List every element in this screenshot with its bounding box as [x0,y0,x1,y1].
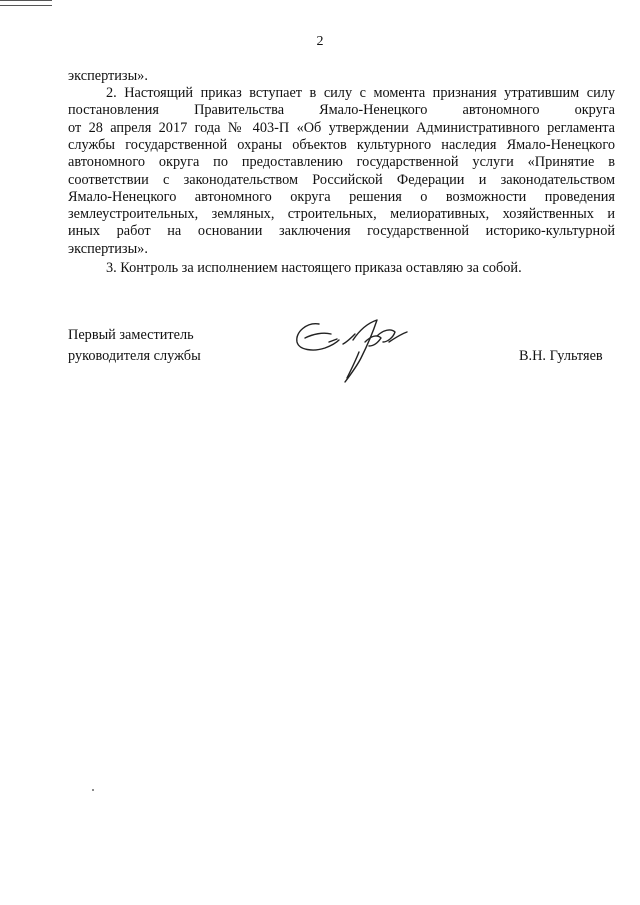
text-line: экспертизы». [68,241,148,257]
text-line: постановления Правительства Ямало-Ненецкого автономного округа [68,102,615,118]
text-line: автономного округа по предоставлению государственной услуги «Принятие в [68,154,615,170]
text-line: землеустроительных, земляных, строительных, мелиоративных, хозяйственных и [68,206,615,222]
text-line: 3. Контроль за исполнением настоящего приказа оставляю за собой. [106,260,522,276]
signatory-name: В.Н. Гультяев [519,348,603,364]
text-line: Ямало-Ненецкого автономного округа решения о возможности проведения [68,189,615,205]
scan-corner-mark [0,0,52,6]
scan-speck [92,789,94,791]
position-line: Первый заместитель [68,327,194,343]
text-line: соответствии с законодательством Российской Федерации и законодательством [68,172,615,188]
text-line: иных работ на основании заключения государственной историко-культурной [68,223,615,239]
position-line: руководителя службы [68,348,201,364]
text-line: 2. Настоящий приказ вступает в силу с момента признания утратившим силу [106,85,615,101]
text-line: от 28 апреля 2017 года № 403-П «Об утверждении Административного регламента [68,120,615,136]
signatory-position [68,325,201,367]
text-line: экспертизы». [68,68,148,84]
text-line: службы государственной охраны объектов культурного наследия Ямало-Ненецкого [68,137,615,153]
page-number: 2 [316,34,324,49]
handwritten-signature-icon [285,312,425,387]
